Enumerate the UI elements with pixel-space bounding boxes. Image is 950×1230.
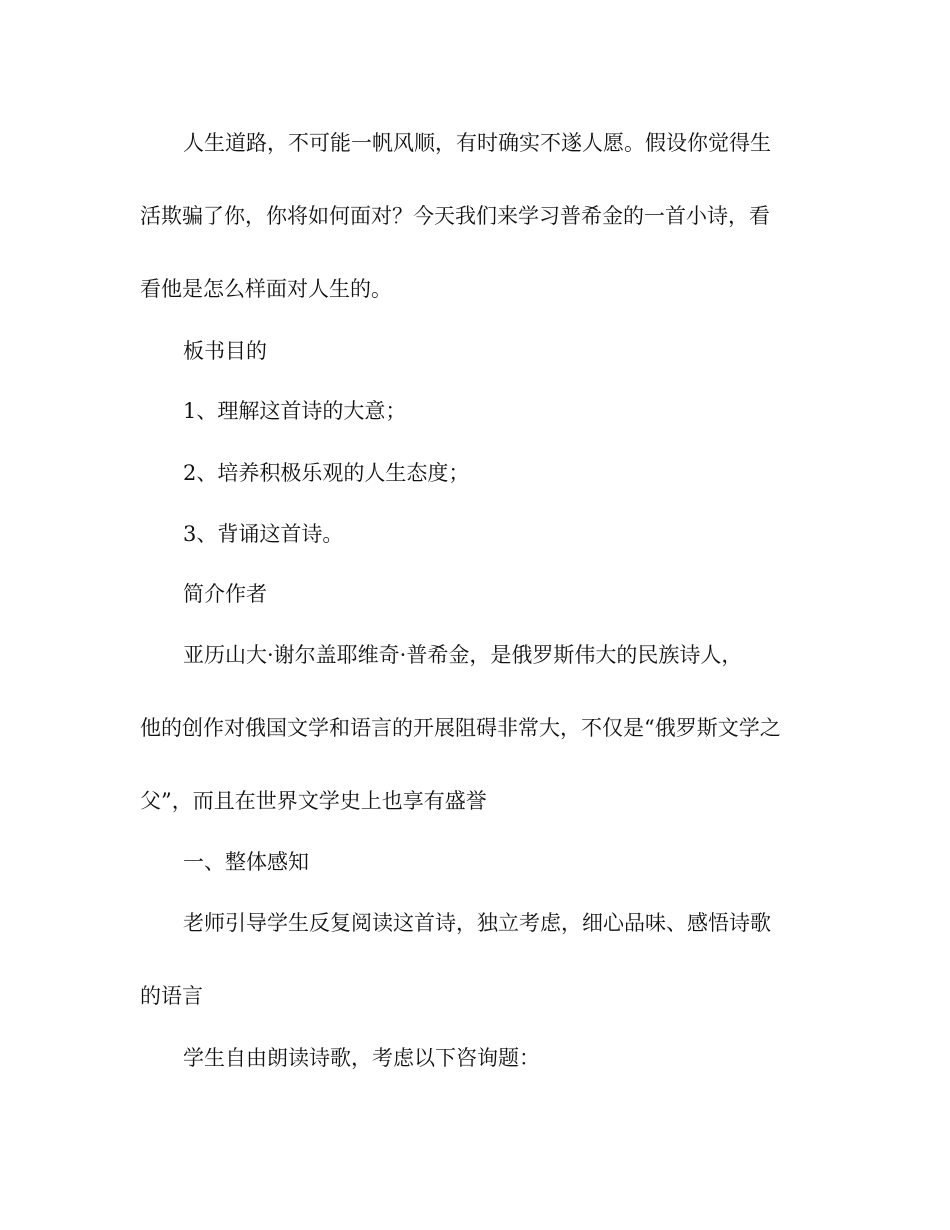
intro-line-2: 活欺骗了你，你将如何面对？今天我们来学习普希金的一首小诗，看 <box>140 204 770 228</box>
author-line-2: 他的创作对俄国文学和语言的开展阻碍非常大，不仅是“俄罗斯文学之 <box>140 716 781 740</box>
author-line-3: 父”，而且在世界文学史上也享有盛誉 <box>140 789 487 813</box>
guide-line-1: 老师引导学生反复阅读这首诗，独立考虑，细心品味、感悟诗歌 <box>183 911 771 935</box>
questions-line: 学生自由朗读诗歌，考虑以下咨询题： <box>183 1046 540 1070</box>
heading-overall: 一、整体感知 <box>183 850 309 874</box>
heading-author: 简介作者 <box>183 582 267 606</box>
goal-item-3: 3、背诵这首诗。 <box>183 522 344 546</box>
guide-line-2: 的语言 <box>140 984 203 1008</box>
goal-item-2: 2、培养积极乐观的人生态度； <box>183 461 470 485</box>
intro-line-1: 人生道路，不可能一帆风顺，有时确实不遂人愿。假设你觉得生 <box>183 131 771 155</box>
heading-goals: 板书目的 <box>183 339 267 363</box>
author-line-1: 亚历山大·谢尔盖耶维奇·普希金，是俄罗斯伟大的民族诗人， <box>183 643 743 667</box>
intro-line-3: 看他是怎么样面对人生的。 <box>140 277 392 301</box>
goal-item-1: 1、理解这首诗的大意； <box>183 399 407 423</box>
